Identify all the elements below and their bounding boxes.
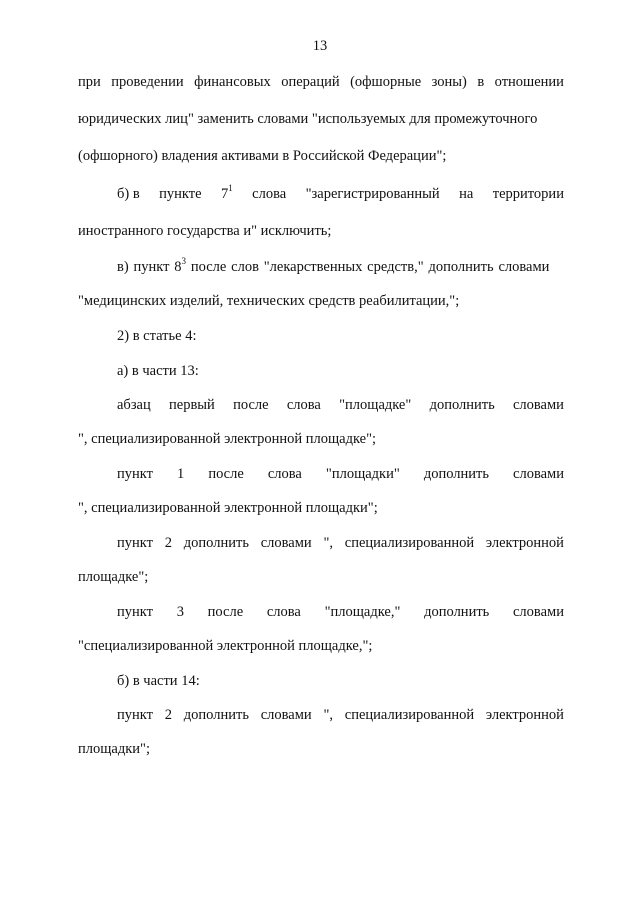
text-line-17: "специализированной электронной площадке,"; [78,638,373,654]
word: первый [169,397,215,413]
word: электронной [485,535,564,551]
word: 2 [164,707,172,723]
line-text: после слов "лекарственных средств," дополнить словами [186,259,550,275]
word: 3 [176,604,184,620]
text-line-10 [117,396,564,414]
word: электронной [485,707,564,723]
word: дополнить [429,397,495,413]
word: отношении [494,74,564,90]
word: словами [260,535,312,551]
word: пункт [117,535,153,551]
word: проведении [111,74,184,90]
word: пункт [117,466,153,482]
word: после [208,466,244,482]
word: в [477,74,485,90]
text-line-2: юридических лиц" заменить словами "используемых для промежуточного [78,111,538,127]
line-text: в) пункт 8 [117,259,182,275]
text-line-16 [117,603,564,621]
page-number: 13 [312,38,328,54]
text-line-14 [117,534,564,552]
text-line-11: ", специализированной электронной площадке"; [78,431,377,447]
word: слова [267,466,302,482]
word: слова [286,397,321,413]
word: дополнить [423,466,489,482]
word: словами [512,397,564,413]
text-line-15: площадке"; [78,569,149,585]
text-line-6 [117,258,564,276]
word: б) в [117,186,140,202]
word: специализированной [344,535,475,551]
text-line-12 [117,465,564,483]
text-line-7: "медицинских изделий, технических средств реабилитации,"; [78,293,460,309]
word: слова [252,186,287,202]
text-line-18: б) в части 14: [117,673,200,689]
word: "площадки" [325,466,400,482]
text-line-19 [117,706,564,724]
word: словами [260,707,312,723]
word: (офшорные [350,74,422,90]
text-line-4 [117,185,564,203]
word: ", [323,707,333,723]
word: после [233,397,269,413]
word: "площадке" [339,397,412,413]
word: зоны) [431,74,467,90]
text-line-5: иностранного государства и" исключить; [78,223,332,239]
superscript: 1 [228,183,233,194]
word: "площадке," [324,604,401,620]
word: после [207,604,244,620]
word: территории [492,186,564,202]
word: дополнить [183,535,249,551]
word: "зарегистрированный [305,186,440,202]
word: пункт [117,707,153,723]
word: абзац [117,397,151,413]
word: при [78,74,101,90]
word: 2 [164,535,172,551]
word: словами [513,604,564,620]
text-line-9: а) в части 13: [117,363,199,379]
text-line-13: ", специализированной электронной площадки"; [78,500,378,516]
word: словами [513,466,564,482]
word: операций [281,74,340,90]
word: дополнить [424,604,490,620]
word: на [459,186,474,202]
word: дополнить [183,707,249,723]
item-number: $7^1$ [220,183,233,202]
text-line-1 [78,73,564,91]
text-line-8: 2) в статье 4: [117,328,197,344]
word: пункт [117,604,153,620]
word: пункте [159,186,202,202]
text-line-20: площадки"; [78,741,150,757]
word: специализированной [344,707,475,723]
word: финансовых [194,74,271,90]
word: 1 [177,466,185,482]
word: ", [323,535,333,551]
text-line-3: (офшорного) владения активами в Российской Федерации"; [78,148,447,164]
word: слова [266,604,301,620]
superscript: 3 [181,256,187,267]
